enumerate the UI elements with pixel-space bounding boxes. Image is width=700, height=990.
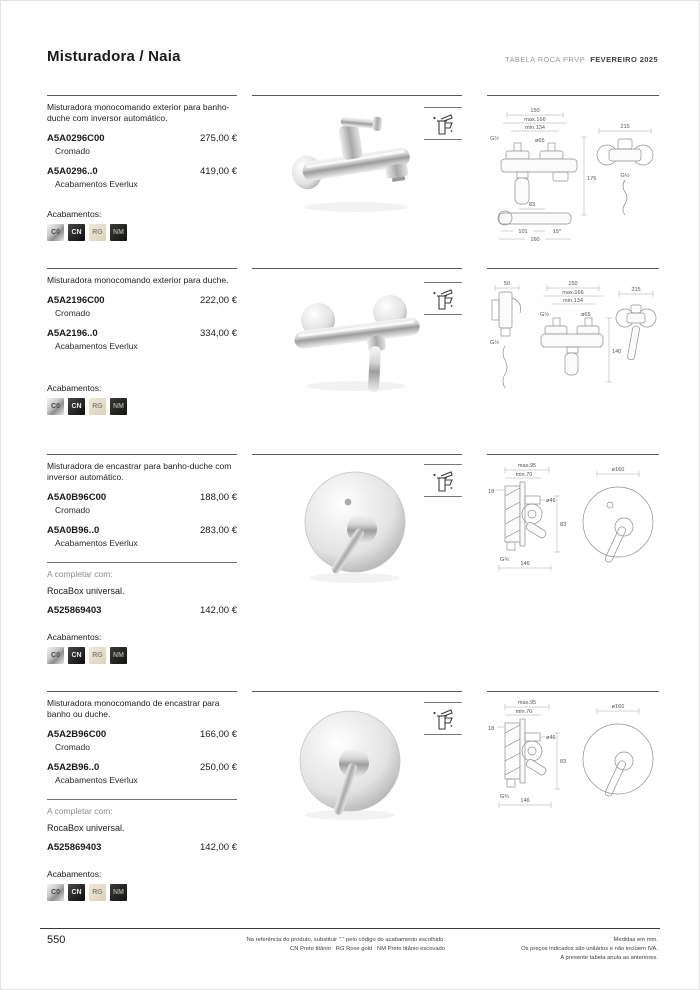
product-row xyxy=(47,328,237,339)
dimension-label: min.70 xyxy=(515,472,533,478)
product-code: A5A0B96C00 xyxy=(47,492,107,503)
product-section-4 xyxy=(0,691,700,928)
divider xyxy=(487,454,659,455)
technical-drawing xyxy=(487,278,659,403)
mixer-pictogram-icon xyxy=(431,286,455,312)
dimension-label: max.95 xyxy=(517,700,537,706)
divider xyxy=(47,562,237,563)
finish-swatch-nm: NM xyxy=(110,647,127,664)
dimension-label: 18 xyxy=(488,726,495,732)
finish-swatch-nm: NM xyxy=(110,224,127,241)
product-code: A5A2B96C00 xyxy=(47,729,107,740)
dimension-label: G½ xyxy=(540,312,550,318)
product-code: A5A2196..0 xyxy=(47,328,98,339)
finish-swatches xyxy=(47,884,237,901)
divider xyxy=(252,454,462,455)
technical-drawing xyxy=(487,697,659,815)
technical-drawing xyxy=(487,103,659,245)
finish-swatches xyxy=(47,647,237,664)
footer-note-line2: CN Preto titânio RG Rose gold NM Preto titânio escovado xyxy=(290,946,445,952)
mixer-pictogram-icon xyxy=(431,468,455,494)
dimension-label: ø46 xyxy=(546,498,556,504)
pictogram-box xyxy=(424,107,462,140)
product-finish: Acabamentos Everlux xyxy=(55,179,138,189)
dimension-label: 215 xyxy=(620,124,630,130)
dimension-label: G½ xyxy=(490,136,500,142)
acabamentos-label: Acabamentos: xyxy=(47,209,102,219)
product-info xyxy=(47,454,237,664)
product-photo-shower-mixer xyxy=(278,280,428,395)
dimension-label: 50 xyxy=(503,281,511,287)
product-finish: Acabamentos Everlux xyxy=(55,538,138,548)
product-finish: Acabamentos Everlux xyxy=(55,775,138,785)
product-finish: Cromado xyxy=(55,742,90,752)
finish-swatch-cn: CN xyxy=(68,884,85,901)
product-section-3 xyxy=(0,454,700,691)
divider xyxy=(252,691,462,692)
divider xyxy=(487,95,659,96)
product-description: Misturadora de encastrar para banho-duche com inversor automático. xyxy=(47,461,232,482)
technical-drawing xyxy=(487,460,659,578)
product-section-1 xyxy=(0,95,700,268)
dimension-label: 83 xyxy=(560,522,567,528)
product-price: 334,00 € xyxy=(200,328,237,339)
product-row xyxy=(47,133,237,144)
dimension-label: min.134 xyxy=(563,298,583,304)
divider xyxy=(252,268,462,269)
dimension-label: 83 xyxy=(560,759,567,765)
dimension-label: 18 xyxy=(488,489,495,495)
product-code: A5A0296C00 xyxy=(47,133,105,144)
dimension-label: max.166 xyxy=(524,117,546,123)
product-price: 222,00 € xyxy=(200,295,237,306)
product-photo-concealed-mixer xyxy=(280,699,430,824)
product-code: A525869403 xyxy=(47,842,102,853)
product-code: A5A0296..0 xyxy=(47,166,98,177)
product-finish: Cromado xyxy=(55,505,90,515)
dimension-label: 15° xyxy=(552,229,562,235)
finish-swatch-nm: NM xyxy=(110,884,127,901)
product-row xyxy=(47,525,237,536)
mixer-pictogram-icon xyxy=(431,111,455,137)
dimension-label: ø65 xyxy=(581,312,591,318)
product-description: Misturadora monocomando exterior para duche. xyxy=(47,275,229,285)
product-price: 166,00 € xyxy=(200,729,237,740)
product-price: 142,00 € xyxy=(200,605,237,616)
divider xyxy=(47,799,237,800)
product-price: 188,00 € xyxy=(200,492,237,503)
footer-right-line3: A presente tabela anula as anteriores. xyxy=(560,955,658,961)
acabamentos-label: Acabamentos: xyxy=(47,869,102,879)
footer-note-line1: Na referência do produto, substituir "." pelo código do acabamento escolhido: xyxy=(246,937,445,943)
finish-swatch-cn: CN xyxy=(68,224,85,241)
finish-swatches xyxy=(47,224,237,241)
dimension-label: 215 xyxy=(631,287,641,293)
product-finish: Cromado xyxy=(55,308,90,318)
product-row xyxy=(47,605,237,616)
product-price: 275,00 € xyxy=(200,133,237,144)
dimension-label: 150 xyxy=(568,281,578,287)
finish-swatch-nm: NM xyxy=(110,398,127,415)
dimension-label: G¾ xyxy=(500,794,510,800)
dimension-label: 83 xyxy=(528,202,536,208)
pictogram-box xyxy=(424,702,462,735)
product-row xyxy=(47,295,237,306)
dimension-label: 160 xyxy=(530,237,540,243)
finish-swatch-c0: C0 xyxy=(47,884,64,901)
product-code: A5A2196C00 xyxy=(47,295,105,306)
complement-label: A completar com: xyxy=(47,569,113,579)
product-code: A525869403 xyxy=(47,605,102,616)
dimension-label: max.166 xyxy=(562,290,584,296)
product-finish: Cromado xyxy=(55,146,90,156)
dimension-label: ø46 xyxy=(546,735,556,741)
catalog-date: FEVEREIRO 2025 xyxy=(590,55,658,64)
product-info xyxy=(47,691,237,901)
finish-swatch-cn: CN xyxy=(68,647,85,664)
complement-name: RocaBox universal. xyxy=(47,823,125,833)
footer-legal xyxy=(468,936,658,963)
dimension-label: 101 xyxy=(518,229,528,235)
dimension-label: 150 xyxy=(530,108,540,114)
finish-swatch-c0: C0 xyxy=(47,398,64,415)
divider xyxy=(487,691,659,692)
complement-name: RocaBox universal. xyxy=(47,586,125,596)
product-price: 283,00 € xyxy=(200,525,237,536)
footer-right-line1: Medidas em mm. xyxy=(613,937,658,943)
finish-swatch-rg: RG xyxy=(89,398,106,415)
product-photo-concealed-mixer xyxy=(283,462,433,587)
product-row xyxy=(47,842,237,853)
product-price: 250,00 € xyxy=(200,762,237,773)
finish-swatch-cn: CN xyxy=(68,398,85,415)
dimension-label: ø65 xyxy=(535,138,545,144)
product-row xyxy=(47,762,237,773)
product-row xyxy=(47,492,237,503)
mixer-pictogram-icon xyxy=(431,706,455,732)
page-title: Misturadora / Naia xyxy=(47,48,181,65)
dimension-label: 146 xyxy=(520,561,530,567)
finish-swatch-rg: RG xyxy=(89,224,106,241)
product-info xyxy=(47,268,237,415)
dimension-label: min.134 xyxy=(525,125,545,131)
footer-right-line2: Os preços indicados são unitários e não incluem IVA. xyxy=(521,946,658,952)
dimension-label: G¾ xyxy=(500,557,510,563)
pictogram-box xyxy=(424,282,462,315)
pictogram-box xyxy=(424,464,462,497)
finish-swatch-rg: RG xyxy=(89,884,106,901)
product-price: 419,00 € xyxy=(200,166,237,177)
product-row xyxy=(47,729,237,740)
acabamentos-label: Acabamentos: xyxy=(47,383,102,393)
complement-label: A completar com: xyxy=(47,806,113,816)
product-price: 142,00 € xyxy=(200,842,237,853)
divider xyxy=(252,95,462,96)
catalog-label: TABELA ROCA PRVP xyxy=(505,55,585,64)
footer-rule xyxy=(40,928,660,929)
product-finish: Acabamentos Everlux xyxy=(55,341,138,351)
divider xyxy=(487,268,659,269)
dimension-label: G½ xyxy=(490,340,500,346)
acabamentos-label: Acabamentos: xyxy=(47,632,102,642)
catalog-reference xyxy=(505,55,658,64)
product-code: A5A0B96..0 xyxy=(47,525,100,536)
finish-swatch-c0: C0 xyxy=(47,647,64,664)
dimension-label: max.95 xyxy=(517,463,537,469)
footer-notes xyxy=(225,936,445,954)
product-info xyxy=(47,95,237,241)
dimension-label: 146 xyxy=(520,798,530,804)
product-description: Misturadora monocomando de encastrar para banho ou duche. xyxy=(47,698,220,719)
dimension-label: ø160 xyxy=(611,704,625,710)
product-row xyxy=(47,166,237,177)
product-photo-bath-shower-mixer xyxy=(278,103,428,218)
dimension-label: ø160 xyxy=(611,467,625,473)
dimension-label: G½ xyxy=(620,173,630,179)
product-section-2 xyxy=(0,268,700,454)
finish-swatch-c0: C0 xyxy=(47,224,64,241)
dimension-label: 140 xyxy=(612,349,622,355)
finish-swatch-rg: RG xyxy=(89,647,106,664)
product-code: A5A2B96..0 xyxy=(47,762,100,773)
finish-swatches xyxy=(47,398,237,415)
footer-page-number: 550 xyxy=(47,934,66,946)
dimension-label: 176 xyxy=(587,176,597,182)
dimension-label: min.70 xyxy=(515,709,533,715)
product-description: Misturadora monocomando exterior para banho-duche com inversor automático. xyxy=(47,102,230,123)
